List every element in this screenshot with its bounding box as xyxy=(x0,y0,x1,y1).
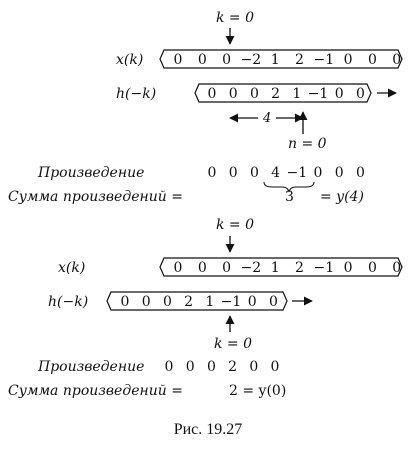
x-value: 2 xyxy=(295,52,304,68)
x-value: 0 xyxy=(197,52,207,68)
x-value: 0 xyxy=(222,52,232,68)
k-zero-label: k = 0 xyxy=(216,217,255,233)
x-value: 1 xyxy=(270,52,280,68)
h-sequence-label: h(−k) xyxy=(116,86,157,102)
n-zero-label: n = 0 xyxy=(288,136,327,152)
x-sequence-values xyxy=(174,260,402,276)
shift-value: 4 xyxy=(263,111,272,126)
product-value: 0 xyxy=(207,165,217,181)
h-value: 0 xyxy=(355,86,365,102)
x-value: 0 xyxy=(173,260,183,276)
h-value: 2 xyxy=(271,86,281,102)
sum-label: Сумма произведений = xyxy=(8,383,183,399)
product-values xyxy=(165,359,280,375)
x-value: 2 xyxy=(295,260,304,276)
x-sequence-values xyxy=(174,52,402,68)
product-value: 0 xyxy=(249,359,259,375)
x-value: −2 xyxy=(240,260,262,276)
h-value: 0 xyxy=(268,294,278,310)
panel-bottom xyxy=(8,217,402,399)
x-value: 1 xyxy=(270,260,280,276)
x-value: 0 xyxy=(367,260,377,276)
product-value: 0 xyxy=(334,165,344,181)
k-zero-bottom-label: k = 0 xyxy=(214,336,253,352)
sum-label: Сумма произведений = xyxy=(8,189,183,205)
sum-value: 2 = y(0) xyxy=(229,383,287,399)
x-value: 0 xyxy=(222,260,232,276)
x-value: 0 xyxy=(343,260,353,276)
h-value: 2 xyxy=(184,294,194,310)
h-sequence-values xyxy=(121,294,278,310)
x-value: −1 xyxy=(313,52,335,68)
h-value: −1 xyxy=(220,294,242,310)
h-value: 0 xyxy=(249,86,259,102)
product-label: Произведение xyxy=(38,165,145,181)
product-value: 0 xyxy=(185,359,195,375)
x-value: −2 xyxy=(240,52,262,68)
x-sequence-frame xyxy=(160,258,402,276)
x-value: 0 xyxy=(367,52,377,68)
product-value: −1 xyxy=(286,165,308,181)
product-value: 0 xyxy=(249,165,259,181)
x-sequence-frame xyxy=(160,50,402,68)
h-value: 0 xyxy=(120,294,130,310)
product-value: 2 xyxy=(228,359,238,375)
h-value: 1 xyxy=(292,86,302,102)
h-sequence-values xyxy=(208,86,365,102)
h-value: 0 xyxy=(207,86,217,102)
x-sequence-label: x(k) xyxy=(116,52,144,68)
x-value: 0 xyxy=(392,260,402,276)
h-value: 1 xyxy=(205,294,215,310)
x-value: 0 xyxy=(173,52,183,68)
x-sequence-label: x(k) xyxy=(58,260,86,276)
product-value: 4 xyxy=(271,165,281,181)
h-value: 0 xyxy=(334,86,344,102)
h-sequence-label: h(−k) xyxy=(48,294,89,310)
x-value: 0 xyxy=(392,52,402,68)
x-value: 0 xyxy=(343,52,353,68)
h-value: 0 xyxy=(162,294,172,310)
product-values xyxy=(208,165,365,181)
x-value: 0 xyxy=(197,260,207,276)
result-label: = y(4) xyxy=(320,189,364,205)
h-value: 0 xyxy=(141,294,151,310)
product-value: 0 xyxy=(164,359,174,375)
h-sequence-frame xyxy=(107,292,287,310)
panel-top xyxy=(8,10,402,205)
sum-value: 3 xyxy=(285,189,294,205)
product-value: 0 xyxy=(355,165,365,181)
h-sequence-frame xyxy=(195,84,371,102)
product-label: Произведение xyxy=(38,359,145,375)
product-value: 0 xyxy=(206,359,216,375)
h-value: −1 xyxy=(307,86,329,102)
product-value: 0 xyxy=(270,359,280,375)
k-zero-label: k = 0 xyxy=(216,10,255,26)
h-value: 0 xyxy=(228,86,238,102)
x-value: −1 xyxy=(313,260,335,276)
figure-caption: Рис. 19.27 xyxy=(173,421,243,438)
product-value: 0 xyxy=(228,165,238,181)
h-value: 0 xyxy=(247,294,257,310)
product-value: 0 xyxy=(313,165,323,181)
